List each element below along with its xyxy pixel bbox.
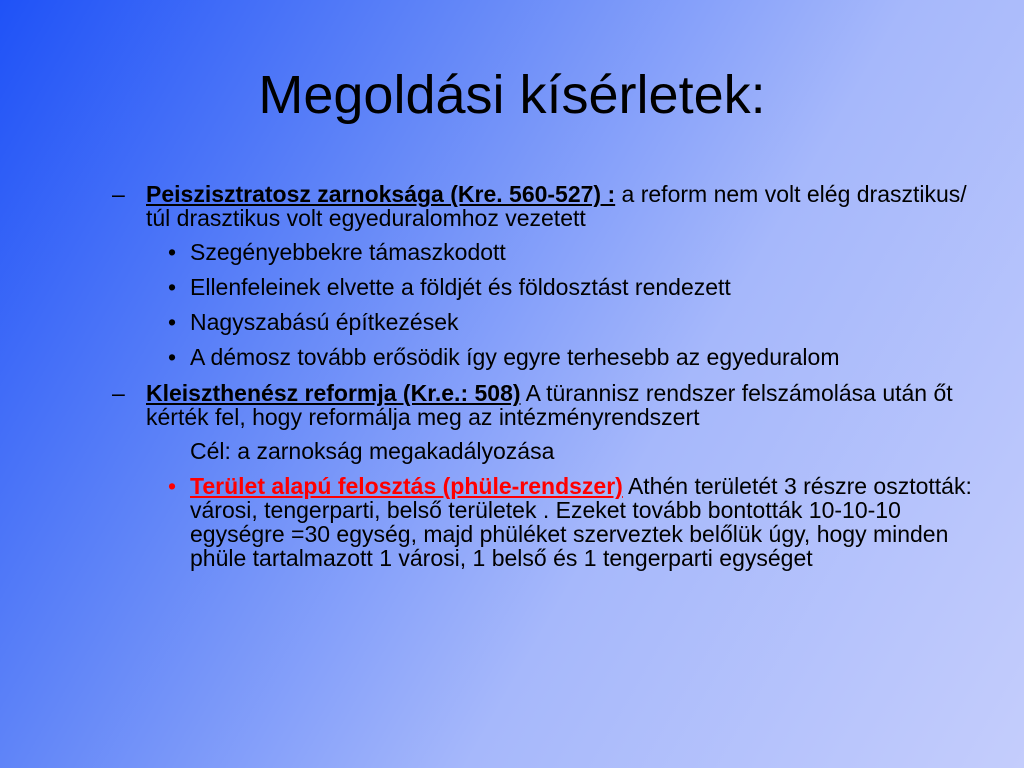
item-text: A türannisz rendszer felszámolása után őt kérték fel, hogy reformálja meg az intézményrendszert: [146, 380, 953, 430]
item-text: a reform nem volt elég drasztikus/ túl drasztikus volt egyeduralomhoz vezetett: [146, 181, 967, 231]
item-heading: Peiszisztratosz zarnoksága (Kre. 560-527) :: [146, 181, 616, 207]
bullet-marker: •: [168, 309, 177, 335]
bullet-marker: •: [168, 344, 177, 370]
sub-item-text: Nagyszabású építkezések: [190, 309, 459, 335]
sub-item: [112, 275, 992, 299]
slide-title: Megoldási kísérletek:: [258, 65, 766, 125]
sub-item: [112, 240, 992, 264]
goal-line: [112, 439, 992, 463]
item-peisistratos: [112, 182, 992, 369]
bullet-marker: •: [168, 473, 177, 499]
item-heading: Kleiszthenész reformja (Kr.e.: 508): [146, 380, 521, 406]
sub-item: [112, 474, 992, 570]
sub-item-text: Athén területét 3 részre osztották: városi, tengerparti, belső területek . Ezeket tovább bontották 10-10-10 egységre =30 egység, majd phüléket szerveztek belőlük úgy, hogy minden phüle tartalmazott 1 városi, 1 belső és 1 tengerparti egységet: [190, 473, 972, 571]
list-item: [112, 381, 992, 429]
list-item: [112, 182, 992, 230]
bullet-marker: •: [168, 239, 177, 265]
item-kleisthenes: [112, 381, 992, 570]
sub-item-text: A démosz tovább erősödik így egyre terhesebb az egyeduralom: [190, 344, 840, 370]
sub-item-text: Ellenfeleinek elvette a földjét és földosztást rendezett: [190, 274, 731, 300]
dash-marker: –: [112, 181, 125, 207]
sub-item-text: Szegényebbekre támaszkodott: [190, 239, 506, 265]
sub-item: [112, 310, 992, 334]
goal-text: Cél: a zarnokság megakadályozása: [190, 438, 555, 464]
bullet-marker: •: [168, 274, 177, 300]
slide-body: [112, 182, 992, 581]
dash-marker: –: [112, 380, 125, 406]
sub-item: [112, 345, 992, 369]
sub-item-heading: Terület alapú felosztás (phüle-rendszer): [190, 473, 623, 499]
